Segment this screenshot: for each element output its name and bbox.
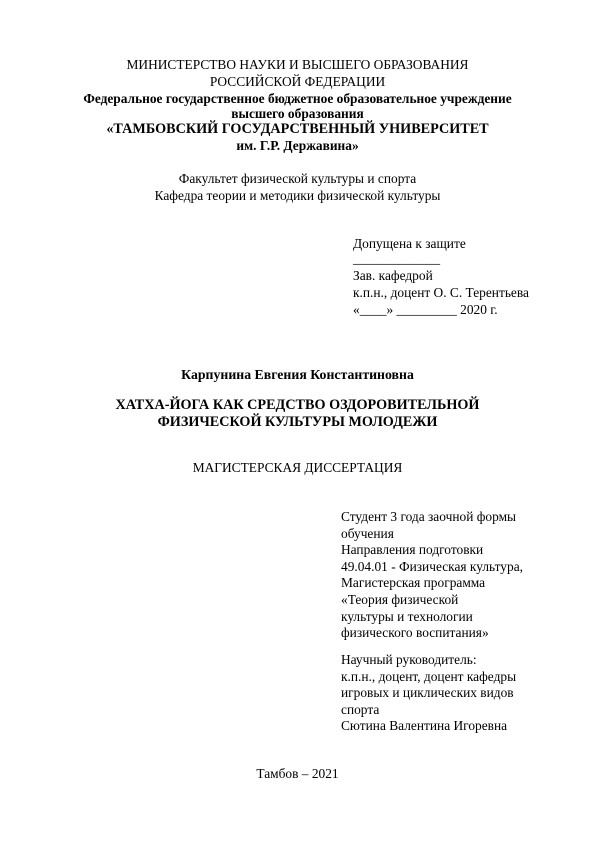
department-name: Кафедра теории и методики физической культуры (154, 188, 441, 203)
student-info-line: Студент 3 года заочной формы (341, 509, 517, 524)
student-info-line: «Теория физической (341, 591, 459, 607)
head-of-department-name: к.п.н., доцент О. С. Терентьева (353, 285, 529, 300)
student-info-line: Магистерская программа (341, 575, 486, 591)
student-info-line: физического воспитания» (341, 625, 489, 641)
approval-date: «____» _________ 2020 г. (353, 302, 498, 317)
supervisor-info (341, 652, 516, 735)
institution-line-2: высшего образования (231, 106, 364, 121)
thesis-title-line-2: ФИЗИЧЕСКОЙ КУЛЬТУРЫ МОЛОДЕЖИ (157, 414, 438, 430)
faculty-name: Факультет физической культуры и спорта (178, 171, 417, 186)
supervisor-info-line: к.п.н., доцент, доцент кафедры (341, 668, 517, 684)
admitted-to-defense: Допущена к защите (353, 236, 466, 251)
university-named-after: им. Г.Р. Державина» (236, 138, 359, 153)
student-info-line: Направления подготовки (341, 542, 484, 558)
student-info-line: культуры и технологии (341, 608, 473, 624)
city-and-year: Тамбов – 2021 (256, 766, 339, 781)
student-info (341, 509, 523, 642)
supervisor-info-line: Сютина Валентина Игоревна (341, 718, 508, 734)
head-of-department-label: Зав. кафедрой (353, 268, 433, 283)
student-info-line: обучения (341, 525, 394, 541)
supervisor-info-line: Научный руководитель: (341, 652, 477, 667)
student-info-line: 49.04.01 - Физическая культура, (341, 558, 523, 574)
author-name: Карпунина Евгения Константиновна (181, 367, 414, 382)
institution-line-1: Федеральное государственное бюджетное образовательное учреждение (83, 91, 512, 106)
ministry-line-2: РОССИЙСКОЙ ФЕДЕРАЦИИ (209, 74, 386, 89)
supervisor-info-line: спорта (341, 701, 380, 717)
ministry-line-1: МИНИСТЕРСТВО НАУКИ И ВЫСШЕГО ОБРАЗОВАНИЯ (126, 57, 469, 72)
thesis-title-line-1: ХАТХА-ЙОГА КАК СРЕДСТВО ОЗДОРОВИТЕЛЬНОЙ (115, 397, 480, 413)
university-name: «ТАМБОВСКИЙ ГОСУДАРСТВЕННЫЙ УНИВЕРСИТЕТ (106, 121, 489, 137)
supervisor-info-line: игровых и циклических видов (341, 685, 514, 701)
thesis-type: МАГИСТЕРСКАЯ ДИССЕРТАЦИЯ (192, 460, 403, 475)
signature-line: _____________ (353, 251, 441, 266)
